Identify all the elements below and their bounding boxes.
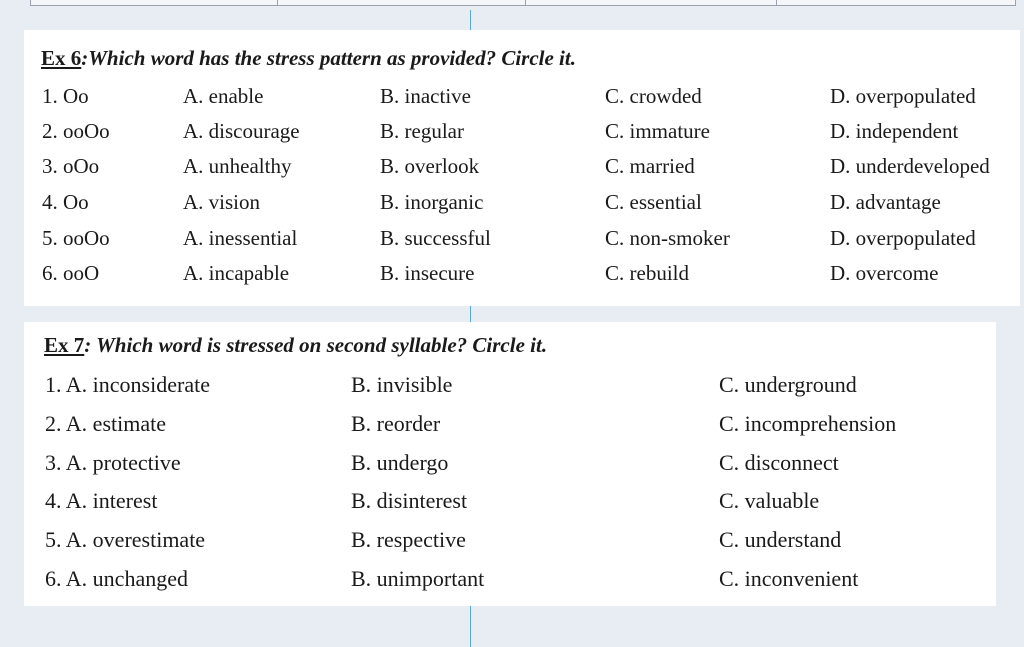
option-d[interactable]: D. underdeveloped <box>830 154 990 178</box>
question-number: 6. ooO <box>42 261 100 285</box>
option-c[interactable]: C. valuable <box>719 488 820 513</box>
question-row <box>24 409 996 439</box>
option-a[interactable]: A. incapable <box>183 261 290 285</box>
question-row <box>24 81 1020 111</box>
option-b[interactable]: B. successful <box>380 226 491 250</box>
question-row <box>24 258 1020 288</box>
option-c[interactable]: C. underground <box>719 372 857 397</box>
option-b[interactable]: B. disinterest <box>351 488 468 513</box>
question-number: 5. ooOo <box>42 226 110 250</box>
exercise-6-panel <box>24 30 1020 306</box>
option-c[interactable]: C. married <box>605 154 695 178</box>
option-b[interactable]: B. respective <box>351 527 466 552</box>
option-c[interactable]: C. non-smoker <box>605 226 730 250</box>
option-a[interactable]: 2. A. estimate <box>45 411 166 436</box>
exercise-6-prompt: :Which word has the stress pattern as provided? Circle it. <box>81 46 576 70</box>
option-a[interactable]: 4. A. interest <box>45 488 158 513</box>
option-c[interactable]: C. incomprehension <box>719 411 897 436</box>
question-number: 3. oOo <box>42 154 100 178</box>
option-b[interactable]: B. insecure <box>380 261 475 285</box>
option-b[interactable]: B. reorder <box>351 411 441 436</box>
option-a[interactable]: 3. A. protective <box>45 450 181 475</box>
option-a[interactable]: 6. A. unchanged <box>45 566 188 591</box>
option-c[interactable]: C. immature <box>605 119 710 143</box>
option-d[interactable]: D. overpopulated <box>830 226 976 250</box>
option-d[interactable]: D. overpopulated <box>830 84 976 108</box>
option-c[interactable]: C. inconvenient <box>719 566 859 591</box>
option-a[interactable]: 1. A. inconsiderate <box>45 372 210 397</box>
question-row <box>24 223 1020 253</box>
question-row <box>24 151 1020 181</box>
question-row <box>24 564 996 594</box>
option-d[interactable]: D. overcome <box>830 261 939 285</box>
option-a[interactable]: A. inessential <box>183 226 298 250</box>
option-b[interactable]: B. regular <box>380 119 464 143</box>
question-row <box>24 370 996 400</box>
option-b[interactable]: B. undergo <box>351 450 449 475</box>
option-a[interactable]: A. unhealthy <box>183 154 292 178</box>
question-row <box>24 448 996 478</box>
option-c[interactable]: C. crowded <box>605 84 702 108</box>
option-c[interactable]: C. essential <box>605 190 702 214</box>
exercise-6-label: Ex 6 <box>41 46 82 70</box>
option-a[interactable]: 5. A. overestimate <box>45 527 206 552</box>
option-d[interactable]: D. advantage <box>830 190 941 214</box>
option-b[interactable]: B. overlook <box>380 154 480 178</box>
option-b[interactable]: B. inorganic <box>380 190 484 214</box>
table-divider <box>776 0 777 5</box>
option-a[interactable]: A. vision <box>183 190 261 214</box>
option-b[interactable]: B. invisible <box>351 372 453 397</box>
exercise-6-title <box>41 46 576 71</box>
question-row <box>24 187 1020 217</box>
page-guide-line <box>470 606 471 647</box>
option-c[interactable]: C. understand <box>719 527 842 552</box>
option-b[interactable]: B. unimportant <box>351 566 485 591</box>
question-number: 2. ooOo <box>42 119 110 143</box>
option-a[interactable]: A. enable <box>183 84 264 108</box>
exercise-7-prompt: : Which word is stressed on second syllable? Circle it. <box>84 333 548 357</box>
top-table-edge <box>30 0 1016 6</box>
question-number: 4. Oo <box>42 190 89 214</box>
exercise-7-panel <box>24 322 996 606</box>
page-guide-line <box>470 306 471 322</box>
option-c[interactable]: C. disconnect <box>719 450 839 475</box>
exercise-7-title <box>44 333 547 358</box>
question-number: 1. Oo <box>42 84 89 108</box>
question-row <box>24 116 1020 146</box>
question-row <box>24 486 996 516</box>
exercise-7-label: Ex 7 <box>44 333 85 357</box>
option-a[interactable]: A. discourage <box>183 119 300 143</box>
table-divider <box>277 0 278 5</box>
question-row <box>24 525 996 555</box>
option-b[interactable]: B. inactive <box>380 84 471 108</box>
page-guide-line <box>470 10 471 30</box>
option-d[interactable]: D. independent <box>830 119 959 143</box>
option-c[interactable]: C. rebuild <box>605 261 689 285</box>
table-divider <box>525 0 526 5</box>
